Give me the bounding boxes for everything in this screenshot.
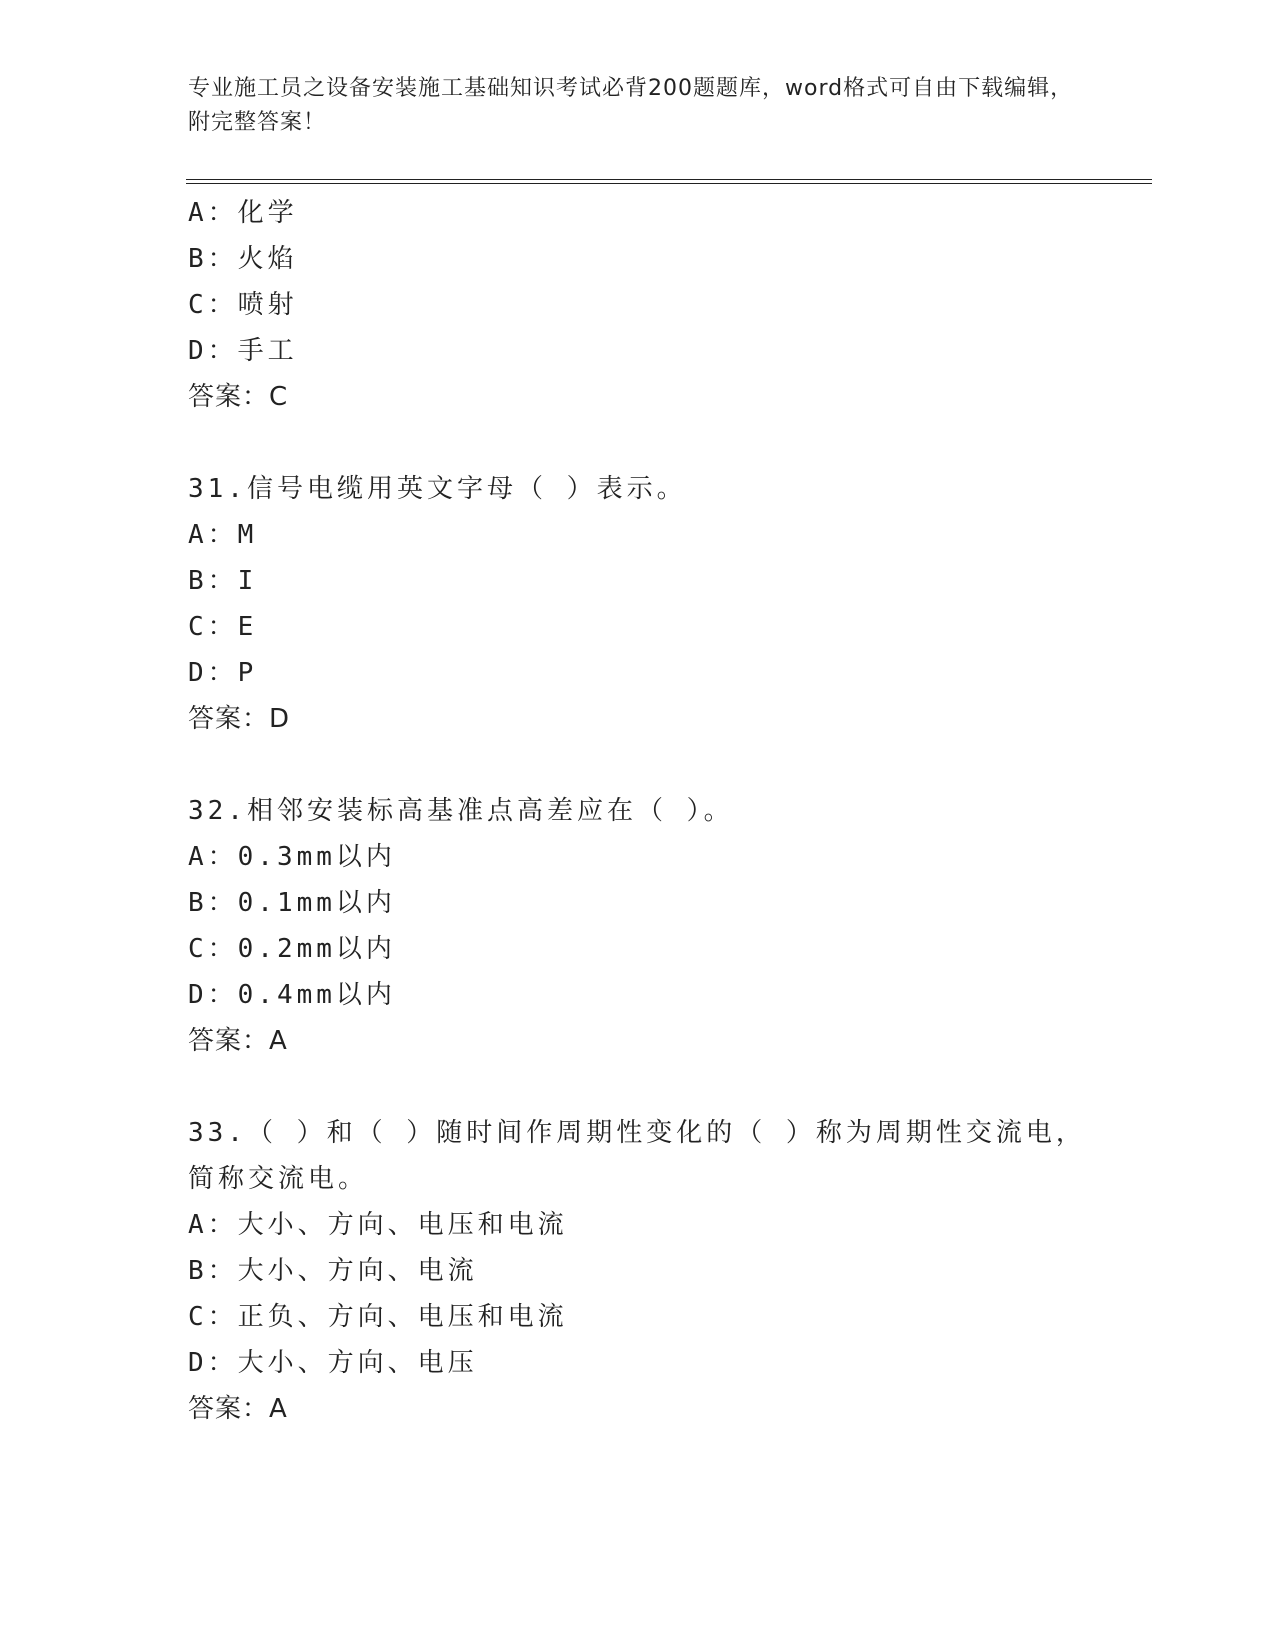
option-b: B：火焰 xyxy=(188,244,298,274)
option-c: C：0.2mm以内 xyxy=(188,934,396,964)
option-b: B：大小、方向、电流 xyxy=(188,1256,478,1286)
document-title: 专业施工员之设备安装施工基础知识考试必背200题题库，word格式可自由下载编辑，附完整答案！ xyxy=(188,76,1074,135)
option-d: D：手工 xyxy=(188,336,298,366)
spacer xyxy=(188,742,1088,788)
header-divider-bottom xyxy=(186,183,1152,184)
question-stem: 31.信号电缆用英文字母（ ）表示。 xyxy=(188,474,687,504)
question-31 xyxy=(188,466,1088,742)
header-divider-top xyxy=(186,179,1152,180)
question-33 xyxy=(188,1110,1088,1432)
option-a: A：0.3mm以内 xyxy=(188,842,396,872)
question-30-continued xyxy=(188,190,1088,420)
option-d: D：大小、方向、电压 xyxy=(188,1348,478,1378)
option-c: C：E xyxy=(188,612,258,642)
question-stem: 32.相邻安装标高基准点高差应在（ ）。 xyxy=(188,796,734,826)
option-b: B：0.1mm以内 xyxy=(188,888,396,918)
spacer xyxy=(188,1064,1088,1110)
option-d: D：0.4mm以内 xyxy=(188,980,396,1010)
question-list xyxy=(188,190,1088,1432)
answer-text: 答案：D xyxy=(188,704,291,734)
answer-text: 答案：A xyxy=(188,1394,288,1424)
option-a: A：化学 xyxy=(188,198,298,228)
option-c: C：正负、方向、电压和电流 xyxy=(188,1302,568,1332)
answer-text: 答案：C xyxy=(188,382,289,412)
question-32 xyxy=(188,788,1088,1064)
answer-text: 答案：A xyxy=(188,1026,288,1056)
question-stem: 33.（ ）和（ ）随时间作周期性变化的（ ）称为周期性交流电，简称交流电。 xyxy=(188,1118,1086,1194)
spacer xyxy=(188,420,1088,466)
option-b: B：I xyxy=(188,566,258,596)
option-d: D：P xyxy=(188,658,258,688)
option-a: A：大小、方向、电压和电流 xyxy=(188,1210,568,1240)
option-a: A：M xyxy=(188,520,258,550)
option-c: C：喷射 xyxy=(188,290,298,320)
